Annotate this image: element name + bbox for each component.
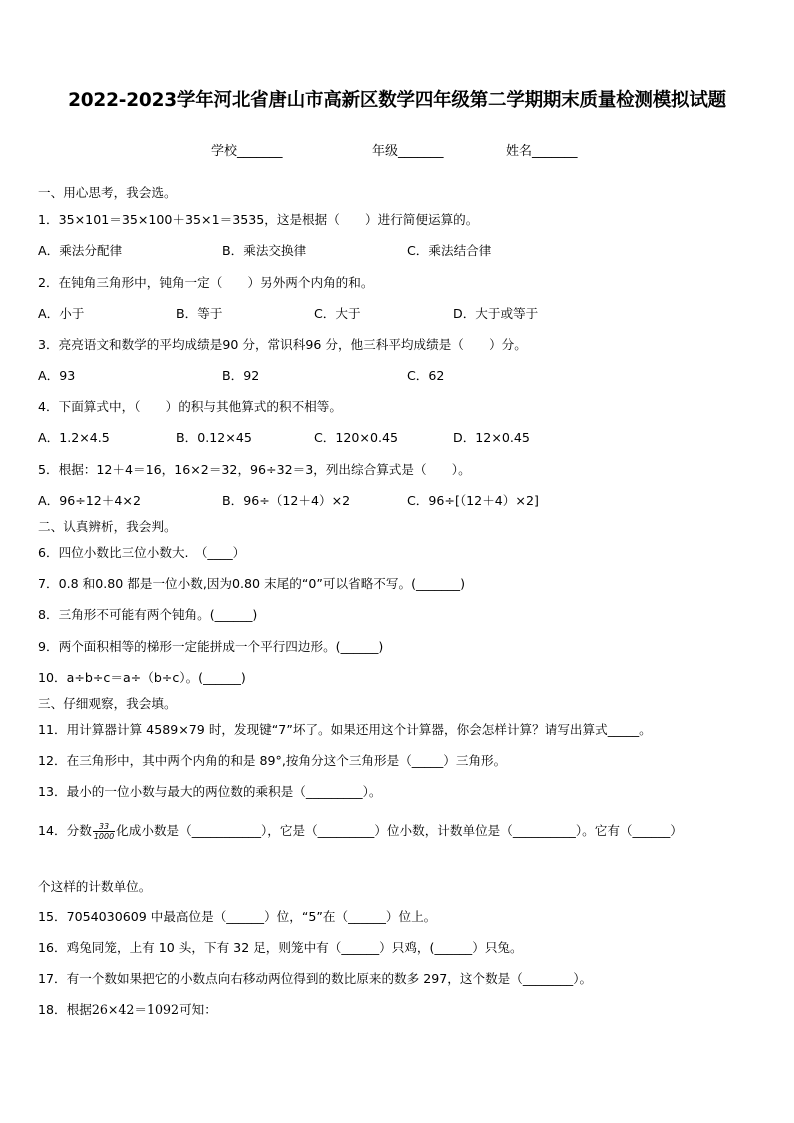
question-11: 11．用计算器计算 4589×79 时，发现键“7”坏了。如果还用这个计算器，你会怎样计算？请写出算式_____。	[38, 722, 652, 737]
section-3-heading: 三、仔细观察，我会填。	[38, 696, 177, 711]
question-15: 15．7054030609 中最高位是（______）位，“5”在（______）位上。	[38, 909, 437, 924]
question-8: 8．三角形不可能有两个钝角。(______)	[38, 607, 258, 622]
fraction-33-over-1000: $\frac{33}{1000}$	[93, 822, 115, 841]
q5-option-a: A．96÷12＋4×2	[38, 493, 141, 508]
q3-option-c: C．62	[407, 368, 445, 383]
q1-option-c: C．乘法结合律	[407, 243, 492, 258]
q2-option-b: B．等于	[176, 306, 223, 321]
q14-lead: 14．分数	[38, 823, 92, 838]
question-12: 12．在三角形中，其中两个内角的和是 89°,按角分这个三角形是（_____）三角形。	[38, 753, 507, 768]
q3-option-a: A．93	[38, 368, 76, 383]
q2-option-c: C．大于	[314, 306, 361, 321]
q4-option-c: C．120×0.45	[314, 430, 399, 445]
grade-field: 年级_______	[372, 144, 444, 159]
q4-option-d: D．12×0.45	[453, 430, 530, 445]
question-5: 5．根据：12＋4＝16，16×2＝32，96÷32＝3，列出综合算式是（ ）。	[38, 462, 471, 477]
question-4: 4．下面算式中，（ ）的积与其他算式的积不相等。	[38, 399, 342, 414]
q5-option-b: B．96÷（12＋4）×2	[222, 493, 351, 508]
q2-option-d: D．大于或等于	[453, 306, 539, 321]
question-9: 9．两个面积相等的梯形一定能拼成一个平行四边形。(______)	[38, 639, 384, 654]
q14-rest: 化成小数是（___________），它是（_________）位小数，计数单位是（__________）。它有（______）	[116, 823, 683, 838]
question-16: 16．鸡兔同笼，上有 10 头，下有 32 足，则笼中有（______）只鸡，(______）只兔。	[38, 940, 523, 955]
q2-option-a: A．小于	[38, 306, 85, 321]
q18-tail: 可知：	[179, 1002, 217, 1017]
q4-option-b: B．0.12×45	[176, 430, 252, 445]
q3-option-b: B．92	[222, 368, 260, 383]
name-field: 姓名_______	[506, 144, 578, 159]
question-13: 13．最小的一位小数与最大的两位数的乘积是（_________）。	[38, 784, 382, 799]
section-1-heading: 一、用心思考，我会选。	[38, 185, 177, 200]
question-10: 10．a÷b÷c＝a÷（b÷c）。(______)	[38, 670, 246, 685]
question-18	[38, 999, 217, 1018]
q1-option-b: B．乘法交换律	[222, 243, 307, 258]
school-field: 学校_______	[211, 144, 283, 159]
question-14-continued: 个这样的计数单位。	[38, 879, 152, 894]
section-2-heading: 二、认真辨析，我会判。	[38, 519, 177, 534]
q4-option-a: A．1.2×4.5	[38, 430, 110, 445]
exam-title: 2022-2023学年河北省唐山市高新区数学四年级第二学期期末质量检测模拟试题	[68, 90, 726, 111]
q1-option-a: A．乘法分配律	[38, 243, 123, 258]
question-7: 7．0.8 和0.80 都是一位小数,因为0.80 末尾的“0”可以省略不写。(_______)	[38, 576, 465, 591]
question-17: 17．有一个数如果把它的小数点向右移动两位得到的数比原来的数多 297，这个数是（________）。	[38, 971, 593, 986]
q18-expression: 26×42＝1092	[91, 1002, 180, 1017]
question-6: 6．四位小数比三位小数大. （____）	[38, 545, 246, 560]
question-3: 3．亮亮语文和数学的平均成绩是90 分，常识科96 分，他三科平均成绩是（ ）分。	[38, 337, 527, 352]
q5-option-c: C．96÷[（12＋4）×2]	[407, 493, 539, 508]
question-14	[38, 820, 683, 841]
q18-lead: 18．根据	[38, 1002, 92, 1017]
question-1: 1．35×101＝35×100＋35×1＝3535，这是根据（ ）进行简便运算的。	[38, 212, 479, 227]
question-2: 2．在钝角三角形中，钝角一定（ ）另外两个内角的和。	[38, 275, 374, 290]
